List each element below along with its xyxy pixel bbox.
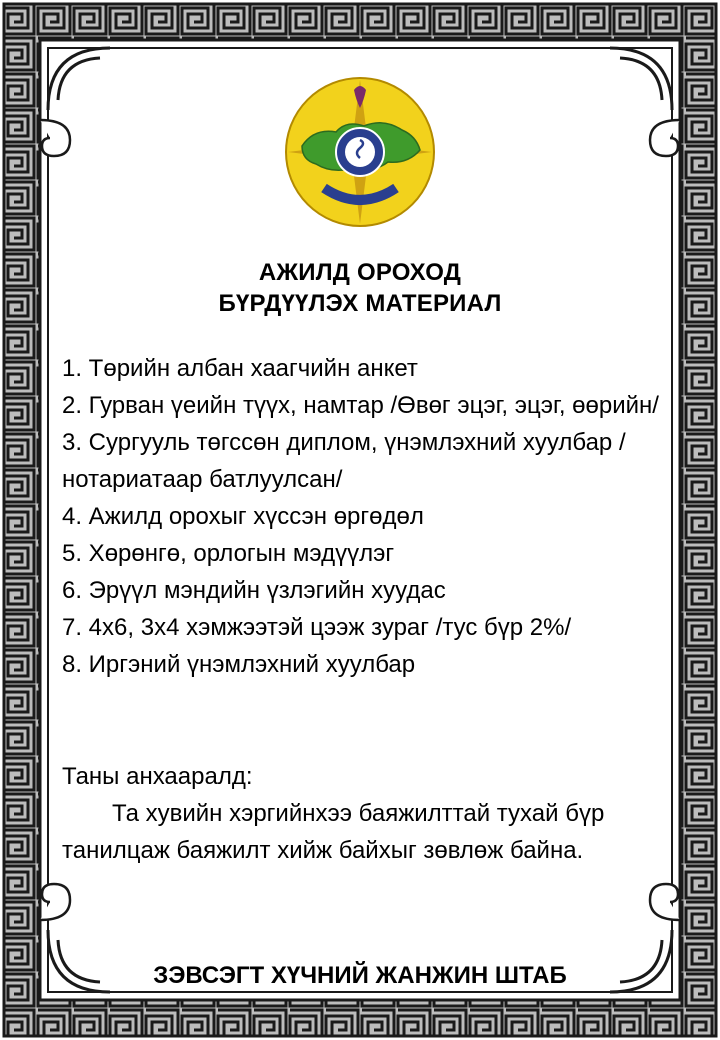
list-item: 2. Гурван үеийн түүх, намтар /Өвөг эцэг, эцэг, өөрийн/ [62,392,659,419]
list-item: 6. Эрүүл мэндийн үзлэгийн хуудас [62,577,446,604]
general-staff-emblem-icon [284,76,436,228]
footer-organization: ЗЭВСЭГТ ХҮЧНИЙ ЖАНЖИН ШТАБ [153,962,567,989]
list-item: 1. Төрийн албан хаагчийн анкет [62,355,418,382]
list-item: 5. Хөрөнгө, орлогын мэдүүлэг [62,540,395,567]
materials-list [62,350,672,683]
note-label: Таны анхааралд: [62,763,253,790]
list-item: 7. 4х6, 3х4 хэмжээтэй цээж зураг /тус бүр 2%/ [62,614,572,641]
list-item: 4. Ажилд орохыг хүссэн өргөдөл [62,503,424,530]
note-text: Та хувийн хэргийнхээ баяжилттай тухай бүр танилцаж баяжилт хийж байхыг зөвлөж байна. [62,800,605,864]
title-line-2: БҮРДҮҮЛЭХ МАТЕРИАЛ [218,290,502,317]
list-item: 8. Иргэний үнэмлэхний хуулбар [62,651,416,678]
list-item: 3. Сургууль төгссөн диплом, үнэмлэхний хуулбар /нотариатаар батлуулсан/ [62,429,626,493]
title-line-1: АЖИЛД ОРОХОД [258,259,462,286]
